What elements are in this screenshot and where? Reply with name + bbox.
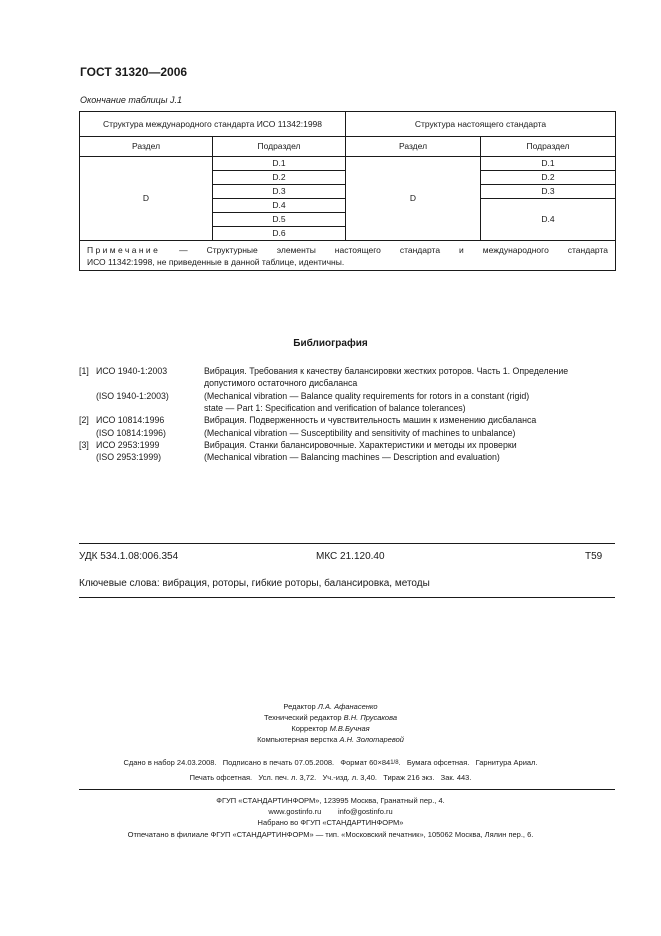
note-text-line2: ИСО 11342:1998, не приведенные в данной таблице, идентичны. (87, 257, 345, 267)
credit-person: В.Н. Прусакова (343, 713, 398, 722)
bib-number: [1] (79, 366, 89, 376)
right-subsection-cell: D.4 (481, 199, 616, 241)
credit-editor (0, 702, 661, 711)
publisher-printed: Отпечатано в филиале ФГУП «СТАНДАРТИНФОРМ» — тип. «Московский печатник», 105062 Москва, Лялин пер., 6. (127, 830, 534, 839)
mks-code: МКС 21.120.40 (316, 551, 385, 562)
credit-person: Л.А. Афанасенко (317, 702, 378, 711)
table-caption: Окончание таблицы J.1 (80, 95, 182, 105)
col-group-current: Структура настоящего стандарта (346, 112, 616, 137)
imprint-line2: Печать офсетная. Усл. печ. л. 3,72. Уч.-изд. л. 3,40. Тираж 216 экз. Зак. 443. (189, 773, 472, 782)
bib-text-line: допустимого остаточного дисбаланса (204, 378, 358, 388)
bib-code: (ISO 10814:1996) (96, 428, 166, 438)
bib-number: [2] (79, 415, 89, 425)
credit-label: Редактор (283, 702, 316, 711)
left-subsection-cell: D.3 (213, 185, 346, 199)
format-fraction: 1/8 (390, 760, 399, 767)
credit-layout (0, 735, 661, 744)
subheader-section-left: Раздел (80, 137, 213, 157)
right-subsection-cell: D.1 (481, 157, 616, 171)
left-subsection-cell: D.6 (213, 227, 346, 241)
bib-number: [3] (79, 440, 89, 450)
divider (79, 597, 615, 598)
imprint-text: . Бумага офсетная. Гарнитура Ариал. (398, 758, 538, 767)
imprint-text: Сдано в набор 24.03.2008. Подписано в печать 07.05.2008. Формат 60×84 (123, 758, 391, 767)
credit-label: Корректор (291, 724, 328, 733)
divider (79, 543, 615, 544)
left-subsection-cell: D.1 (213, 157, 346, 171)
right-section-cell: D (346, 157, 481, 241)
divider (79, 789, 615, 790)
publisher-typeset: Набрано во ФГУП «СТАНДАРТИНФОРМ» (257, 818, 404, 827)
publisher-web: www.gostinfo.ru info@gostinfo.ru (268, 807, 393, 816)
left-subsection-cell: D.5 (213, 213, 346, 227)
credit-person: М.В.Бучная (329, 724, 370, 733)
left-subsection-cell: D.2 (213, 171, 346, 185)
right-subsection-cell: D.2 (481, 171, 616, 185)
publisher-address: ФГУП «СТАНДАРТИНФОРМ», 123995 Москва, Гранатный пер., 4. (216, 796, 445, 805)
note-text-line1: — Структурные элементы настоящего стандарта и международного стандарта (179, 245, 608, 255)
imprint-line1 (0, 758, 661, 767)
col-group-international: Структура международного стандарта ИСО 11342:1998 (80, 112, 346, 137)
subheader-subsection-right: Подраздел (481, 137, 616, 157)
bib-text-line: (Mechanical vibration — Balancing machines — Description and evaluation) (204, 452, 500, 462)
bib-text-line: Вибрация. Подверженность и чувствительность машин к изменению дисбаланса (204, 415, 537, 425)
classification-code: Т59 (585, 551, 603, 562)
note-label: Примечание (87, 245, 161, 255)
bib-text-line: state — Part 1: Specification and verification of balance tolerances) (204, 403, 466, 413)
bib-code: (ISO 2953:1999) (96, 452, 162, 462)
credit-corrector (0, 724, 661, 733)
credit-label: Компьютерная верстка (257, 735, 338, 744)
bib-text-line: Вибрация. Требования к качеству балансировки жестких роторов. Часть 1. Определение (204, 366, 569, 376)
keywords: Ключевые слова: вибрация, роторы, гибкие роторы, балансировка, методы (79, 578, 430, 589)
bib-text-line: (Mechanical vibration — Susceptibility and sensitivity of machines to unbalance) (204, 428, 516, 438)
right-subsection-cell: D.3 (481, 185, 616, 199)
document-title: ГОСТ 31320—2006 (80, 65, 188, 79)
credit-tech-editor (0, 713, 661, 722)
bib-text-line: (Mechanical vibration — Balance quality requirements for rotors in a constant (rigid) (204, 391, 530, 401)
left-section-cell: D (80, 157, 213, 241)
subheader-subsection-left: Подраздел (213, 137, 346, 157)
bib-text-line: Вибрация. Станки балансировочные. Характеристики и методы их проверки (204, 440, 517, 450)
credit-label: Технический редактор (263, 713, 342, 722)
bib-code: (ISO 1940-1:2003) (96, 391, 169, 401)
subheader-section-right: Раздел (346, 137, 481, 157)
bib-code: ИСО 1940-1:2003 (96, 366, 168, 376)
bib-code: ИСО 2953:1999 (96, 440, 160, 450)
credit-person: А.Н. Золотаревой (339, 735, 404, 744)
left-subsection-cell: D.4 (213, 199, 346, 213)
structure-table (79, 111, 616, 271)
udc-code: УДК 534.1.08:006.354 (79, 551, 179, 562)
table-note (80, 241, 616, 271)
bibliography-title: Библиография (293, 338, 368, 349)
bib-code: ИСО 10814:1996 (96, 415, 165, 425)
